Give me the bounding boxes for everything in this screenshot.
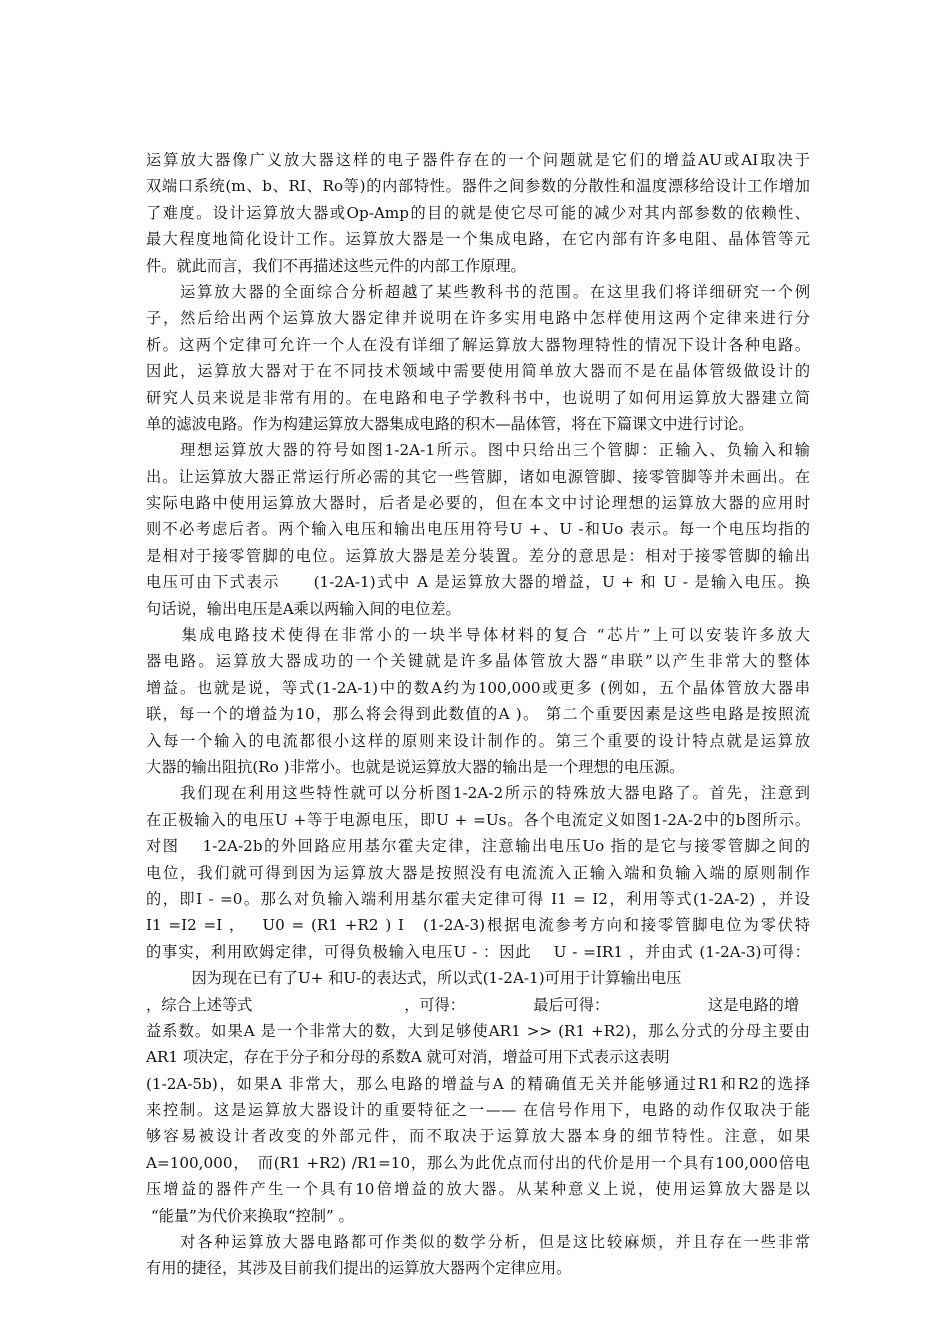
text-line: 了难度。设计运算放大器或Op-Amp的目的就是使它尽可能的减少对其内部参数的依赖性、: [146, 203, 810, 222]
text-line: 有用的捷径，其涉及目前我们提出的运算放大器两个定律应用。: [146, 1259, 572, 1278]
text-line: 析。这两个定律可允许一个人在没有详细了解运算放大器物理特性的情况下设计各种电路。: [146, 335, 810, 354]
text-line: 对图 1-2A-2b的外回路应用基尔霍夫定律，注意输出电压Uo 指的是它与接零管脚之间的: [146, 837, 810, 856]
text-line: 双端口系统(m、b、RI、Ro等)的内部特性。器件之间参数的分散性和温度漂移给设计工作增加: [146, 177, 810, 196]
text-line: AR1 项决定，存在于分子和分母的系数A 就可对消，增益可用下式表示这表明: [146, 1048, 670, 1067]
text-line: 在正极输入的电压U +等于电源电压，即U + =Us。各个电流定义如图1-2A-2中的b图所示。: [146, 810, 810, 829]
text-line: 因为现在已有了U+ 和U-的表达式，所以式(1-2A-1)可用于计算输出电压: [146, 969, 682, 988]
text-line: 最大程度地简化设计工作。运算放大器是一个集成电路，在它内部有许多电阻、晶体管等元: [146, 230, 810, 249]
text-line: 够容易被设计者改变的外部元件，而不取决于运算放大器本身的细节特性。注意，如果: [146, 1127, 810, 1146]
text-line: 是相对于接零管脚的电位。运算放大器是差分装置。差分的意思是：相对于接零管脚的输出: [146, 546, 810, 565]
text-line: A=100,000， 而(R1 +R2) /R1=10，那么为此优点而付出的代价是用一个具有100,000倍电: [146, 1153, 810, 1172]
text-line: 联，每一个的增益为10，那么将会得到此数值的A )。 第二个重要因素是这些电路是按照流: [146, 705, 810, 724]
text-line: 增益。也就是说，等式(1-2A-1)中的数A约为100,000或更多 (例如，五个晶体管放大器串: [146, 678, 810, 697]
text-line: 来控制。这是运算放大器设计的重要特征之一—— 在信号作用下，电路的动作仅取决于能: [146, 1101, 810, 1120]
text-line: 电位，我们就可得到因为运算放大器是按照没有电流流入正输入端和负输入端的原则制作: [146, 863, 810, 882]
text-line: 电压可由下式表示 (1-2A-1)式中 A 是运算放大器的增益，U + 和 U - 是输入电压。换: [146, 573, 810, 592]
text-line: ，综合上述等式 ，可得： 最后可得： 这是电路的增: [146, 995, 800, 1014]
text-line: 运算放大器像广义放大器这样的电子器件存在的一个问题就是它们的增益AU或AI取决于: [146, 151, 810, 169]
text-line: 实际电路中使用运算放大器时，后者是必要的，但在本文中讨论理想的运算放大器的应用时: [146, 494, 810, 513]
body-text: [146, 147, 810, 1282]
text-line: I1 =I2 =I ， U0 = (R1 +R2 ) I (1-2A-3)根据电流参考方向和接零管脚电位为零伏特: [146, 916, 810, 935]
text-line: 出。让运算放大器正常运行所必需的其它一些管脚，诸如电源管脚、接零管脚等并未画出。在: [146, 467, 810, 486]
text-line: 则不必考虑后者。两个输入电压和输出电压用符号U +、U -和Uo 表示。每一个电压均指的: [146, 520, 810, 539]
text-line: 益系数。如果A 是一个非常大的数，大到足够使AR1 >> (R1 +R2)，那么分式的分母主要由: [146, 1021, 810, 1040]
text-line: 器电路。运算放大器成功的一个关键就是许多晶体管放大器“串联”以产生非常大的整体: [146, 652, 810, 671]
text-line: 件。就此而言，我们不再描述这些元件的内部工作原理。: [146, 256, 526, 275]
text-line: 因此，运算放大器对于在不同技术领域中需要使用简单放大器而不是在晶体管级做设计的: [146, 362, 810, 381]
text-line: 大器的输出阻抗(Ro )非常小。也就是说运算放大器的输出是一个理想的电压源。: [146, 757, 685, 776]
text-line: “能量”为代价来换取“控制” 。: [146, 1206, 354, 1225]
text-line: 理想运算放大器的符号如图1-2A-1所示。图中只给出三个管脚：正输入、负输入和输: [146, 441, 810, 460]
text-line: 的，即I - =0。那么对负输入端利用基尔霍夫定律可得 I1 = I2，利用等式(1-2A-2) ，并设: [146, 889, 810, 908]
text-line: 对各种运算放大器电路都可作类似的数学分析，但是这比较麻烦，并且存在一些非常: [146, 1233, 810, 1252]
text-line: 的事实，利用欧姆定律，可得负极输入电压U - ：因此 U - =IR1 ，并由式 (1-2A-3)可得：: [146, 942, 810, 961]
text-line: (1-2A-5b)，如果A 非常大，那么电路的增益与A 的精确值无关并能够通过R1和R2的选择: [146, 1074, 810, 1093]
text-line: 运算放大器的全面综合分析超越了某些教科书的范围。在这里我们将详细研究一个例: [146, 282, 810, 301]
text-line: 句话说，输出电压是A乘以两输入间的电位差。: [146, 599, 461, 618]
text-line: 入每一个输入的电流都很小这样的原则来设计制作的。第三个重要的设计特点就是运算放: [146, 731, 810, 750]
text-line: 集成电路技术使得在非常小的一块半导体材料的复合 “芯片”上可以安装许多放大: [146, 626, 810, 645]
text-line: 我们现在利用这些特性就可以分析图1-2A-2所示的特殊放大器电路了。首先，注意到: [146, 784, 810, 803]
text-line: 单的滤波电路。作为构建运算放大器集成电路的积木—晶体管，将在下篇课文中进行讨论。: [146, 414, 754, 433]
text-line: 子，然后给出两个运算放大器定律并说明在许多实用电路中怎样使用这两个定律来进行分: [146, 309, 810, 328]
text-line: 压增益的器件产生一个具有10倍增益的放大器。从某种意义上说，使用运算放大器是以: [146, 1180, 810, 1199]
text-line: 研究人员来说是非常有用的。在电路和电子学教科书中，也说明了如何用运算放大器建立简: [146, 388, 810, 407]
